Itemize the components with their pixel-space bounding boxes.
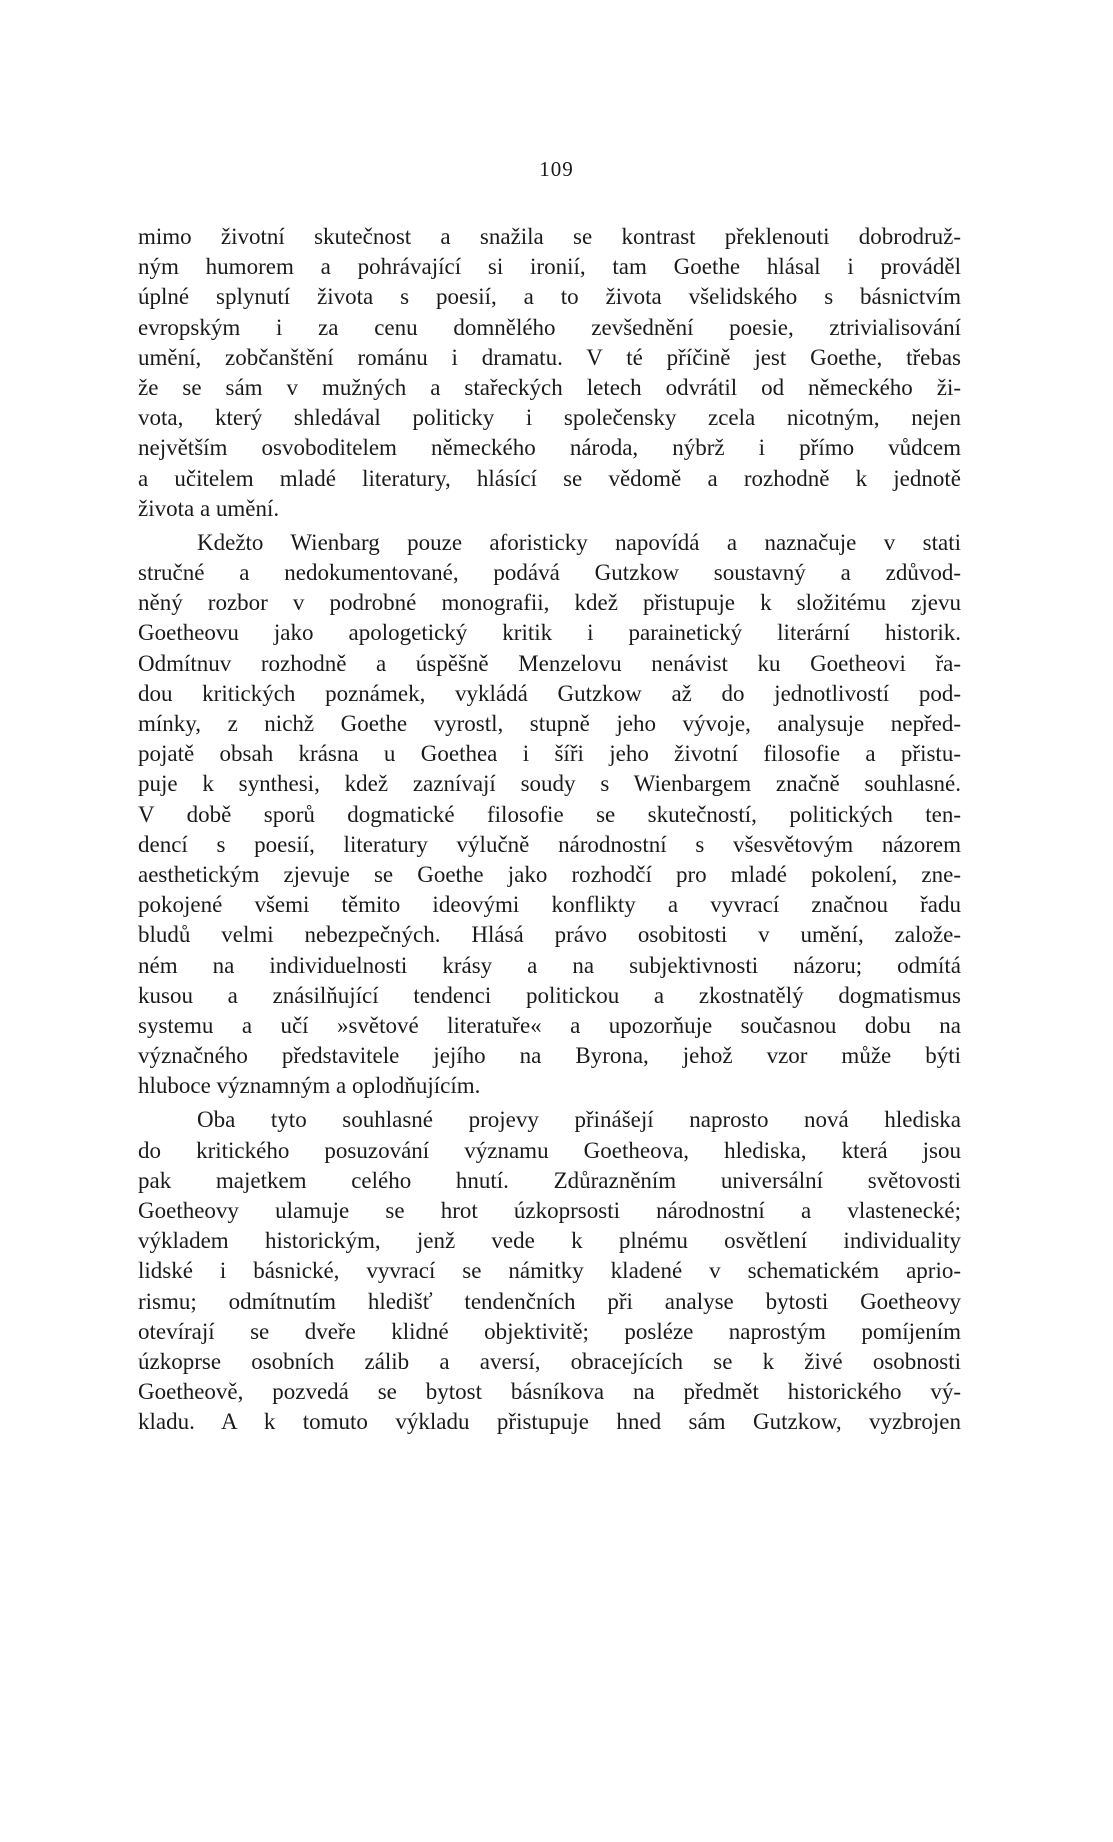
text-line: pokojené všemi těmito ideovými konflikty a vyvrací značnou řadu bbox=[138, 892, 961, 918]
text-line: pojatě obsah krásna u Goethea i šíři jeho životní filosofie a přistu- bbox=[138, 741, 961, 767]
text-line: umění, zobčanštění románu i dramatu. V té příčině jest Goethe, třebas bbox=[138, 344, 961, 370]
text-line: význačného představitele jejího na Byrona, jehož vzor může býti bbox=[138, 1043, 961, 1069]
text-line: aesthetickým zjevuje se Goethe jako rozhodčí pro mladé pokolení, zne- bbox=[138, 861, 961, 887]
page-number: 109 bbox=[539, 157, 574, 181]
text-line: evropským i za cenu domnělého zevšednění poesie, ztrivialisování bbox=[138, 314, 961, 340]
text-line: Goetheovy ulamuje se hrot úzkoprsosti národnostní a vlastenecké; bbox=[138, 1198, 961, 1223]
text-line: mínky, z nichž Goethe vyrostl, stupně jeho vývoje, analysuje nepřed- bbox=[138, 711, 961, 736]
text-line: Kdežto Wienbarg pouze aforisticky napovídá a naznačuje v stati bbox=[197, 529, 961, 555]
text-line: stručné a nedokumentované, podává Gutzkow soustavný a zdůvod- bbox=[138, 560, 961, 586]
text-line: otevírají se dveře klidné objektivitě; posléze naprostým pomíjením bbox=[138, 1318, 961, 1344]
text-line: a učitelem mladé literatury, hlásící se vědomě a rozhodně k jednotě bbox=[138, 465, 961, 491]
text-line: úplné splynutí života s poesií, a to života všelidského s básnictvím bbox=[138, 284, 961, 310]
body-text bbox=[138, 222, 961, 1438]
text-line: systemu a učí »světové literatuře« a upozorňuje současnou dobu na bbox=[138, 1012, 961, 1038]
text-line: Odmítnuv rozhodně a úspěšně Menzelovu nenávist ku Goetheovi řa- bbox=[138, 650, 961, 676]
text-line: ným humorem a pohrávající si ironií, tam Goethe hlásal i prováděl bbox=[138, 254, 961, 280]
text-line: kladu. A k tomuto výkladu přistupuje hned sám Gutzkow, vyzbrojen bbox=[138, 1409, 961, 1435]
text-line: kusou a znásilňující tendenci politickou a zkostnatělý dogmatismus bbox=[138, 982, 961, 1008]
text-line: bludů velmi nebezpečných. Hlásá právo osobitosti v umění, založe- bbox=[138, 922, 961, 948]
text-line: V době sporů dogmatické filosofie se skutečností, politických ten- bbox=[138, 801, 961, 827]
text-line: dou kritických poznámek, vykládá Gutzkow až do jednotlivostí pod- bbox=[138, 680, 961, 706]
text-line: puje k synthesi, kdež zaznívají soudy s Wienbargem značně souhlasné. bbox=[138, 771, 961, 797]
text-line: Oba tyto souhlasné projevy přinášejí naprosto nová hlediska bbox=[197, 1107, 961, 1133]
text-line: Goetheově, pozvedá se bytost básníkova na předmět historického vý- bbox=[138, 1379, 961, 1405]
text-line: něný rozbor v podrobné monografii, kdež přistupuje k složitému zjevu bbox=[138, 590, 961, 616]
text-line: do kritického posuzování významu Goetheova, hlediska, která jsou bbox=[138, 1137, 961, 1163]
paragraph-2 bbox=[138, 528, 961, 1102]
text-line: lidské i básnické, vyvrací se námitky kladené v schematickém aprio- bbox=[138, 1258, 961, 1284]
text-line: úzkoprse osobních zálib a aversí, obracejících se k živé osobnosti bbox=[138, 1348, 961, 1374]
text-line: hluboce významným a oplodňujícím. bbox=[138, 1073, 481, 1099]
text-line: Goetheovu jako apologetický kritik i parainetický literární historik. bbox=[138, 620, 961, 646]
text-line: vota, který shledával politicky i společensky zcela nicotným, nejen bbox=[138, 405, 961, 431]
text-line: největším osvoboditelem německého národa, nýbrž i přímo vůdcem bbox=[138, 435, 961, 461]
text-line: že se sám v mužných a stařeckých letech odvrátil od německého ži- bbox=[138, 374, 961, 400]
text-line: dencí s poesií, literatury výlučně národnostní s všesvětovým názorem bbox=[138, 831, 961, 857]
paragraph-1 bbox=[138, 222, 961, 524]
text-line: pak majetkem celého hnutí. Zdůrazněním universální světovosti bbox=[138, 1167, 961, 1193]
text-line: života a umění. bbox=[138, 495, 280, 521]
text-line: mimo životní skutečnost a snažila se kontrast překlenouti dobrodruž- bbox=[138, 224, 961, 249]
text-line: výkladem historickým, jenž vede k plnému osvětlení individuality bbox=[138, 1228, 961, 1254]
text-line: ném na individuelnosti krásy a na subjektivnosti názoru; odmítá bbox=[138, 952, 961, 978]
text-line: rismu; odmítnutím hledišť tendenčních při analyse bytosti Goetheovy bbox=[138, 1288, 961, 1314]
paragraph-3 bbox=[138, 1105, 961, 1437]
